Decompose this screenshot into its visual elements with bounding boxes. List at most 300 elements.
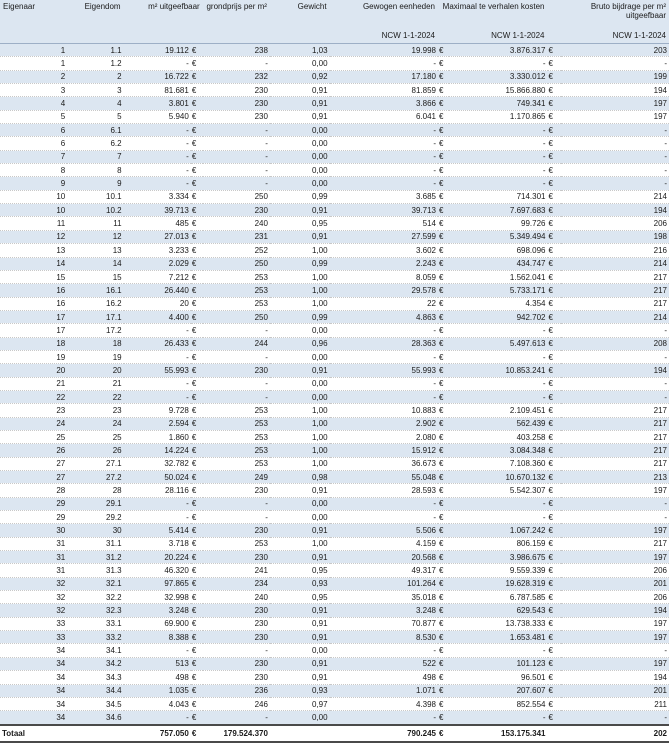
table-row <box>0 44 669 57</box>
cell-m2: 9.728 <box>124 404 191 417</box>
euro-sign: € <box>548 564 561 577</box>
cell-bruto: 201 <box>561 684 669 697</box>
cell-gewicht: 0,00 <box>270 137 330 150</box>
cell-gewogen: - <box>330 150 438 163</box>
cell-maximaal: 13.738.333 <box>449 617 548 630</box>
euro-sign: € <box>191 404 203 417</box>
cell-eigenaar: 14 <box>0 257 67 270</box>
cell-eigendom: 31.3 <box>67 564 123 577</box>
cell-m2: 26.440 <box>124 284 191 297</box>
cell-bruto: 211 <box>561 697 669 710</box>
euro-sign: € <box>548 591 561 604</box>
euro-sign: € <box>548 711 561 725</box>
cell-maximaal: 7.108.360 <box>449 457 548 470</box>
cell-eigenaar: 31 <box>0 564 67 577</box>
cell-eigenaar: 17 <box>0 310 67 323</box>
table-row <box>0 284 669 297</box>
euro-sign: € <box>438 310 449 323</box>
euro-sign: € <box>191 377 203 390</box>
euro-sign: € <box>191 124 203 137</box>
table-row <box>0 70 669 83</box>
cell-eigendom: 30 <box>67 524 123 537</box>
euro-sign: € <box>438 257 449 270</box>
cell-gewicht: 0,91 <box>270 204 330 217</box>
cell-bruto: - <box>561 124 669 137</box>
cell-eigenaar: 34 <box>0 671 67 684</box>
cell-grondprijs: 253 <box>203 284 270 297</box>
cell-gewogen: - <box>330 324 438 337</box>
table-row <box>0 404 669 417</box>
euro-sign: € <box>548 537 561 550</box>
euro-sign: € <box>548 244 561 257</box>
cell-gewicht: 0,91 <box>270 364 330 377</box>
cell-grondprijs: 252 <box>203 244 270 257</box>
cell-grondprijs: 230 <box>203 617 270 630</box>
euro-sign: € <box>191 390 203 403</box>
cell-eigendom: 34.3 <box>67 671 123 684</box>
header-gewicht: Gewicht <box>270 0 330 29</box>
cell-maximaal: 1.170.865 <box>449 110 548 123</box>
cell-eigenaar: 34 <box>0 644 67 657</box>
cell-bruto: 214 <box>561 190 669 203</box>
euro-sign: € <box>191 244 203 257</box>
header-eigendom: Eigendom <box>67 0 123 29</box>
table-row <box>0 711 669 725</box>
euro-sign: € <box>438 577 449 590</box>
cell-bruto: 217 <box>561 457 669 470</box>
euro-sign: € <box>438 137 449 150</box>
totals-grondprijs: 179.524.370 <box>203 725 270 742</box>
cell-gewogen: 4.159 <box>330 537 438 550</box>
cell-grondprijs: - <box>203 137 270 150</box>
euro-sign: € <box>548 644 561 657</box>
cell-grondprijs: 240 <box>203 217 270 230</box>
cell-maximaal: - <box>449 124 548 137</box>
cell-grondprijs: 240 <box>203 591 270 604</box>
cell-gewogen: 27.599 <box>330 230 438 243</box>
cell-m2: 1.860 <box>124 430 191 443</box>
header-bruto: Bruto bijdrage per m² uitgeefbaar <box>548 0 669 29</box>
table-row <box>0 591 669 604</box>
cell-bruto: 217 <box>561 537 669 550</box>
cell-bruto: - <box>561 177 669 190</box>
cell-eigenaar: 34 <box>0 684 67 697</box>
cell-gewogen: - <box>330 390 438 403</box>
cell-maximaal: 852.554 <box>449 697 548 710</box>
euro-sign: € <box>438 297 449 310</box>
cell-eigenaar: 26 <box>0 444 67 457</box>
cell-maximaal: - <box>449 390 548 403</box>
table-row <box>0 110 669 123</box>
cell-m2: 4.400 <box>124 310 191 323</box>
table-row <box>0 164 669 177</box>
cell-grondprijs: 230 <box>203 84 270 97</box>
cell-eigenaar: 10 <box>0 204 67 217</box>
euro-sign: € <box>548 484 561 497</box>
euro-sign: € <box>548 471 561 484</box>
cell-bruto: - <box>561 324 669 337</box>
cell-bruto: 197 <box>561 524 669 537</box>
euro-sign: € <box>191 230 203 243</box>
cell-maximaal: 3.876.317 <box>449 44 548 57</box>
euro-sign: € <box>191 70 203 83</box>
cell-bruto: 197 <box>561 617 669 630</box>
euro-sign: € <box>438 684 449 697</box>
cell-eigenaar: 5 <box>0 110 67 123</box>
table-row <box>0 471 669 484</box>
cell-maximaal: 101.123 <box>449 657 548 670</box>
euro-sign: € <box>438 377 449 390</box>
euro-sign: € <box>191 190 203 203</box>
euro-sign: € <box>438 177 449 190</box>
cell-m2: - <box>124 350 191 363</box>
cell-grondprijs: - <box>203 177 270 190</box>
table-row <box>0 364 669 377</box>
euro-sign: € <box>548 57 561 70</box>
euro-sign: € <box>191 270 203 283</box>
cell-m2: - <box>124 177 191 190</box>
cell-grondprijs: 253 <box>203 270 270 283</box>
cell-grondprijs: 230 <box>203 657 270 670</box>
euro-sign: € <box>438 404 449 417</box>
euro-sign: € <box>548 164 561 177</box>
cell-maximaal: 714.301 <box>449 190 548 203</box>
cell-gewogen: 3.866 <box>330 97 438 110</box>
totals-row <box>0 725 669 742</box>
cell-gewicht: 0,93 <box>270 577 330 590</box>
euro-sign: € <box>438 70 449 83</box>
euro-sign: € <box>548 497 561 510</box>
cell-gewogen: - <box>330 497 438 510</box>
euro-sign: € <box>548 297 561 310</box>
euro-sign: € <box>191 177 203 190</box>
cell-m2: 19.112 <box>124 44 191 57</box>
euro-sign: € <box>548 511 561 524</box>
cell-eigendom: 16.1 <box>67 284 123 297</box>
euro-sign: € <box>438 364 449 377</box>
cell-eigendom: 2 <box>67 70 123 83</box>
cell-eigenaar: 16 <box>0 297 67 310</box>
cell-eigendom: 28 <box>67 484 123 497</box>
cell-eigendom: 32.1 <box>67 577 123 590</box>
cell-gewogen: - <box>330 137 438 150</box>
cell-gewicht: 1,00 <box>270 284 330 297</box>
table-row <box>0 430 669 443</box>
table-row <box>0 551 669 564</box>
table-row <box>0 537 669 550</box>
euro-sign: € <box>438 244 449 257</box>
euro-sign: € <box>191 97 203 110</box>
header-gewogen: Gewogen eenheden <box>330 0 438 29</box>
cell-gewogen: - <box>330 377 438 390</box>
cell-grondprijs: - <box>203 150 270 163</box>
euro-sign: € <box>191 471 203 484</box>
cell-grondprijs: 230 <box>203 97 270 110</box>
euro-sign: € <box>548 657 561 670</box>
table-row <box>0 177 669 190</box>
euro-sign: € <box>548 257 561 270</box>
cell-eigendom: 10.1 <box>67 190 123 203</box>
cell-gewogen: 2.902 <box>330 417 438 430</box>
cell-gewicht: 1,00 <box>270 537 330 550</box>
euro-sign: € <box>548 444 561 457</box>
cell-gewicht: 0,00 <box>270 497 330 510</box>
cell-gewogen: 28.593 <box>330 484 438 497</box>
cell-gewogen: - <box>330 164 438 177</box>
cell-grondprijs: 246 <box>203 697 270 710</box>
cell-grondprijs: 230 <box>203 484 270 497</box>
cell-gewicht: 0,00 <box>270 324 330 337</box>
euro-sign: € <box>438 457 449 470</box>
euro-sign: € <box>438 350 449 363</box>
cell-gewicht: 0,98 <box>270 471 330 484</box>
cell-gewicht: 0,95 <box>270 217 330 230</box>
cell-m2: 26.433 <box>124 337 191 350</box>
cell-m2: 32.782 <box>124 457 191 470</box>
cell-gewicht: 0,00 <box>270 644 330 657</box>
cell-eigendom: 11 <box>67 217 123 230</box>
euro-sign: € <box>438 591 449 604</box>
cell-eigendom: 33.2 <box>67 631 123 644</box>
cell-bruto: 217 <box>561 270 669 283</box>
header-maximaal: Maximaal te verhalen kosten <box>438 0 548 29</box>
cell-gewogen: 15.912 <box>330 444 438 457</box>
cell-eigendom: 22 <box>67 390 123 403</box>
cell-eigenaar: 1 <box>0 57 67 70</box>
cell-eigenaar: 31 <box>0 537 67 550</box>
header-ncw-maximaal: NCW 1-1-2024 <box>438 29 548 44</box>
euro-sign: € <box>438 337 449 350</box>
cell-bruto: 197 <box>561 484 669 497</box>
cell-gewicht: 0,95 <box>270 591 330 604</box>
table-row <box>0 270 669 283</box>
table-row <box>0 604 669 617</box>
cell-grondprijs: 253 <box>203 457 270 470</box>
table-row <box>0 577 669 590</box>
cell-maximaal: 10.853.241 <box>449 364 548 377</box>
header-m2: m² uitgeefbaar <box>124 0 203 29</box>
cell-gewogen: 8.530 <box>330 631 438 644</box>
cell-gewicht: 0,91 <box>270 657 330 670</box>
euro-sign: € <box>548 377 561 390</box>
cell-eigendom: 34.6 <box>67 711 123 725</box>
cell-eigenaar: 29 <box>0 497 67 510</box>
euro-sign: € <box>438 564 449 577</box>
cell-bruto: 214 <box>561 257 669 270</box>
cell-eigendom: 29.1 <box>67 497 123 510</box>
cell-eigenaar: 33 <box>0 617 67 630</box>
table-row <box>0 697 669 710</box>
euro-sign: € <box>438 204 449 217</box>
cell-gewicht: 0,91 <box>270 84 330 97</box>
euro-sign: € <box>438 604 449 617</box>
cell-m2: 4.043 <box>124 697 191 710</box>
cell-grondprijs: 231 <box>203 230 270 243</box>
cell-maximaal: 434.747 <box>449 257 548 270</box>
cell-gewicht: 0,00 <box>270 177 330 190</box>
cell-m2: - <box>124 124 191 137</box>
cell-bruto: - <box>561 150 669 163</box>
cell-grondprijs: 250 <box>203 190 270 203</box>
euro-sign: € <box>548 204 561 217</box>
cell-m2: 20 <box>124 297 191 310</box>
table-row <box>0 297 669 310</box>
table-row <box>0 324 669 337</box>
euro-sign: € <box>438 97 449 110</box>
cell-maximaal: 5.497.613 <box>449 337 548 350</box>
euro-sign: € <box>438 537 449 550</box>
cell-gewicht: 1,00 <box>270 444 330 457</box>
cell-m2: 39.713 <box>124 204 191 217</box>
euro-sign: € <box>548 364 561 377</box>
cell-grondprijs: 253 <box>203 537 270 550</box>
cell-gewicht: 0,00 <box>270 57 330 70</box>
cell-eigenaar: 34 <box>0 711 67 725</box>
cell-bruto: 217 <box>561 297 669 310</box>
cell-eigendom: 12 <box>67 230 123 243</box>
cell-eigenaar: 22 <box>0 390 67 403</box>
euro-sign: € <box>548 684 561 697</box>
cell-gewogen: - <box>330 511 438 524</box>
table-row <box>0 137 669 150</box>
cell-gewogen: 49.317 <box>330 564 438 577</box>
cell-eigendom: 27.1 <box>67 457 123 470</box>
cell-gewicht: 1,00 <box>270 270 330 283</box>
table-header <box>0 0 669 44</box>
cell-eigenaar: 24 <box>0 417 67 430</box>
cell-gewicht: 0,91 <box>270 524 330 537</box>
cell-gewogen: - <box>330 644 438 657</box>
cell-eigendom: 32.3 <box>67 604 123 617</box>
cell-bruto: 217 <box>561 284 669 297</box>
cell-eigenaar: 6 <box>0 124 67 137</box>
cell-eigenaar: 34 <box>0 697 67 710</box>
euro-sign: € <box>548 631 561 644</box>
euro-sign: € <box>548 217 561 230</box>
cell-m2: 485 <box>124 217 191 230</box>
euro-sign: € <box>438 524 449 537</box>
euro-sign: € <box>548 417 561 430</box>
cell-gewicht: 0,91 <box>270 631 330 644</box>
cell-eigenaar: 18 <box>0 337 67 350</box>
cell-eigenaar: 11 <box>0 217 67 230</box>
cell-bruto: 198 <box>561 230 669 243</box>
euro-sign: € <box>191 137 203 150</box>
cell-maximaal: - <box>449 137 548 150</box>
cell-gewicht: 1,00 <box>270 430 330 443</box>
cell-eigenaar: 13 <box>0 244 67 257</box>
cell-gewicht: 0,91 <box>270 617 330 630</box>
cell-bruto: - <box>561 377 669 390</box>
table-row <box>0 617 669 630</box>
cell-eigendom: 17.1 <box>67 310 123 323</box>
cell-bruto: 203 <box>561 44 669 57</box>
cell-eigendom: 18 <box>67 337 123 350</box>
table-row <box>0 244 669 257</box>
cell-eigendom: 10.2 <box>67 204 123 217</box>
cell-eigendom: 7 <box>67 150 123 163</box>
cell-m2: - <box>124 711 191 725</box>
cell-maximaal: 1.653.481 <box>449 631 548 644</box>
euro-sign: € <box>548 97 561 110</box>
euro-sign: € <box>191 324 203 337</box>
euro-sign: € <box>548 430 561 443</box>
table-row <box>0 204 669 217</box>
euro-sign: € <box>438 471 449 484</box>
cell-gewicht: 1,00 <box>270 244 330 257</box>
cell-maximaal: - <box>449 377 548 390</box>
cell-grondprijs: - <box>203 511 270 524</box>
cell-bruto: - <box>561 350 669 363</box>
cell-gewogen: 8.059 <box>330 270 438 283</box>
cell-maximaal: 99.726 <box>449 217 548 230</box>
cell-eigenaar: 31 <box>0 551 67 564</box>
cell-gewogen: 498 <box>330 671 438 684</box>
cell-grondprijs: 253 <box>203 417 270 430</box>
euro-sign: € <box>191 444 203 457</box>
cell-maximaal: - <box>449 511 548 524</box>
euro-sign: € <box>191 591 203 604</box>
cell-maximaal: 1.067.242 <box>449 524 548 537</box>
euro-sign: € <box>548 84 561 97</box>
cell-bruto: 208 <box>561 337 669 350</box>
euro-sign: € <box>191 457 203 470</box>
euro-sign: € <box>548 137 561 150</box>
euro-sign: € <box>438 124 449 137</box>
cell-grondprijs: - <box>203 711 270 725</box>
table-row <box>0 457 669 470</box>
cell-gewicht: 0,92 <box>270 70 330 83</box>
euro-sign: € <box>548 70 561 83</box>
euro-sign: € <box>191 697 203 710</box>
cell-grondprijs: 253 <box>203 297 270 310</box>
cell-grondprijs: - <box>203 164 270 177</box>
cell-eigendom: 1.2 <box>67 57 123 70</box>
cell-eigendom: 9 <box>67 177 123 190</box>
cell-eigendom: 8 <box>67 164 123 177</box>
euro-sign: € <box>438 150 449 163</box>
euro-sign: € <box>548 110 561 123</box>
cell-gewogen: 81.859 <box>330 84 438 97</box>
euro-sign: € <box>191 657 203 670</box>
table-row <box>0 671 669 684</box>
cell-grondprijs: 230 <box>203 204 270 217</box>
cell-maximaal: 629.543 <box>449 604 548 617</box>
cell-bruto: - <box>561 497 669 510</box>
cell-gewogen: 55.048 <box>330 471 438 484</box>
cell-bruto: 197 <box>561 110 669 123</box>
cell-grondprijs: - <box>203 644 270 657</box>
euro-sign: € <box>191 204 203 217</box>
cell-m2: - <box>124 511 191 524</box>
cell-eigendom: 3 <box>67 84 123 97</box>
cell-maximaal: 9.559.339 <box>449 564 548 577</box>
euro-sign: € <box>548 551 561 564</box>
cell-maximaal: 749.341 <box>449 97 548 110</box>
cell-bruto: - <box>561 137 669 150</box>
cell-gewogen: 29.578 <box>330 284 438 297</box>
euro-sign: € <box>191 631 203 644</box>
cell-maximaal: 698.096 <box>449 244 548 257</box>
cell-maximaal: 15.866.880 <box>449 84 548 97</box>
euro-sign: € <box>548 270 561 283</box>
cell-eigenaar: 19 <box>0 350 67 363</box>
cell-m2: 46.320 <box>124 564 191 577</box>
table-row <box>0 497 669 510</box>
cell-eigendom: 1.1 <box>67 44 123 57</box>
cell-bruto: 194 <box>561 204 669 217</box>
cell-grondprijs: - <box>203 377 270 390</box>
